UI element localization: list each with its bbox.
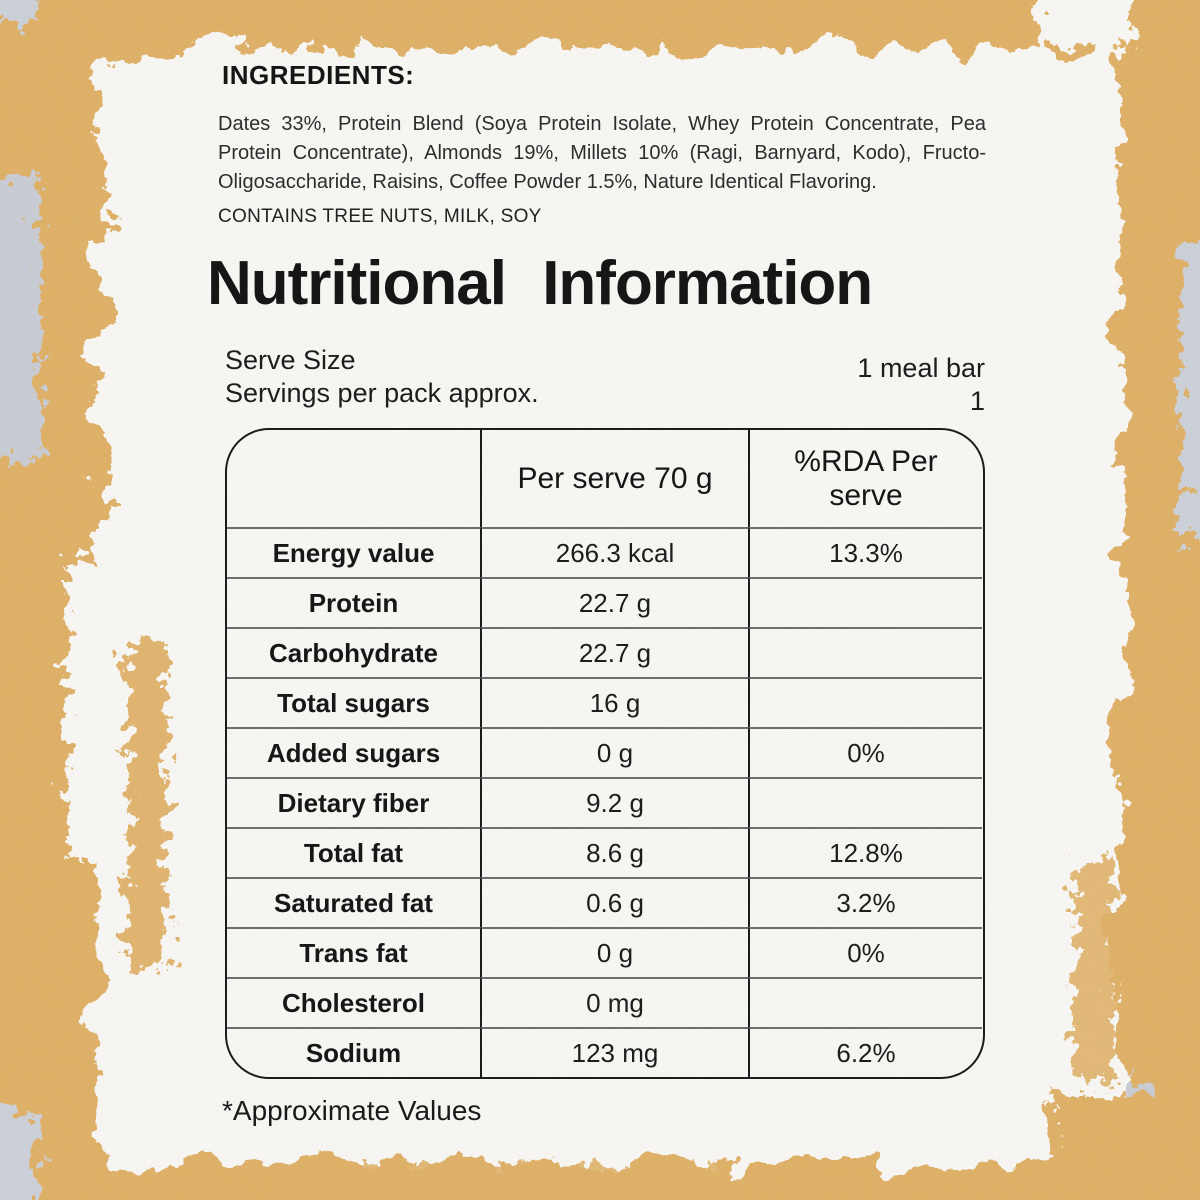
table-row-trans-fat — [227, 927, 983, 977]
table-row-energy — [227, 527, 983, 577]
servings-per-pack-value: 1 — [969, 386, 985, 416]
table-row-total-fat — [227, 827, 983, 877]
row-label: Dietary fiber — [227, 777, 480, 827]
page-title: Nutritional Information — [207, 249, 873, 318]
row-rda — [748, 777, 982, 827]
table-row-protein — [227, 577, 983, 627]
row-rda — [748, 577, 982, 627]
row-label: Protein — [227, 577, 480, 627]
row-rda: 0% — [748, 727, 982, 777]
row-rda: 3.2% — [748, 877, 982, 927]
serving-info — [225, 344, 985, 418]
row-label: Total sugars — [227, 677, 480, 727]
table-row-dietary-fiber — [227, 777, 983, 827]
row-per-serve: 22.7 g — [480, 627, 748, 677]
ingredients-heading: INGREDIENTS: — [222, 60, 415, 90]
allergen-note: CONTAINS TREE NUTS, MILK, SOY — [218, 206, 542, 227]
ingredients-list: Dates 33%, Protein Blend (Soya Protein Isolate, Whey Protein Concentrate, Pea Protein Concentrate), Almonds 19%, Millets 10% (Ragi, Barnyard, Kodo), Fructo-Oligosaccharide, Raisins, Coffee Powder 1.5%, Nature Identical Flavoring. — [218, 113, 986, 193]
row-per-serve: 0 mg — [480, 977, 748, 1027]
per-serve-header-text: Per serve 70 g — [517, 461, 713, 495]
row-label: Saturated fat — [227, 877, 480, 927]
row-per-serve: 16 g — [480, 677, 748, 727]
rda-header-text: %RDA Per serve — [794, 444, 938, 512]
row-per-serve: 0 g — [480, 927, 748, 977]
servings-per-pack-label: Servings per pack approx. — [225, 378, 539, 408]
row-label: Cholesterol — [227, 977, 480, 1027]
table-header-empty — [227, 430, 480, 527]
row-per-serve: 8.6 g — [480, 827, 748, 877]
table-header-row — [227, 430, 983, 527]
row-rda: 6.2% — [748, 1027, 982, 1077]
row-rda — [748, 677, 982, 727]
row-rda: 0% — [748, 927, 982, 977]
approximate-values-note: *Approximate Values — [222, 1095, 482, 1126]
table-header-rda — [748, 430, 982, 527]
row-per-serve: 22.7 g — [480, 577, 748, 627]
table-row-added-sugars — [227, 727, 983, 777]
serving-info-values — [857, 352, 985, 418]
table-row-cholesterol — [227, 977, 983, 1027]
serve-size-value: 1 meal bar — [857, 353, 985, 383]
nutrition-table — [225, 428, 985, 1079]
row-rda — [748, 977, 982, 1027]
row-label: Total fat — [227, 827, 480, 877]
row-per-serve: 9.2 g — [480, 777, 748, 827]
row-label: Trans fat — [227, 927, 480, 977]
row-label: Added sugars — [227, 727, 480, 777]
row-per-serve: 266.3 kcal — [480, 527, 748, 577]
table-header-per-serve — [480, 430, 748, 527]
row-rda: 13.3% — [748, 527, 982, 577]
row-label: Sodium — [227, 1027, 480, 1077]
row-label: Energy value — [227, 527, 480, 577]
table-row-sodium — [227, 1027, 983, 1077]
table-row-saturated-fat — [227, 877, 983, 927]
row-per-serve: 0 g — [480, 727, 748, 777]
row-per-serve: 0.6 g — [480, 877, 748, 927]
serve-size-label: Serve Size — [225, 345, 356, 375]
row-rda — [748, 627, 982, 677]
table-row-carbohydrate — [227, 627, 983, 677]
serving-info-labels — [225, 344, 539, 418]
row-per-serve: 123 mg — [480, 1027, 748, 1077]
table-row-total-sugars — [227, 677, 983, 727]
row-rda: 12.8% — [748, 827, 982, 877]
row-label: Carbohydrate — [227, 627, 480, 677]
